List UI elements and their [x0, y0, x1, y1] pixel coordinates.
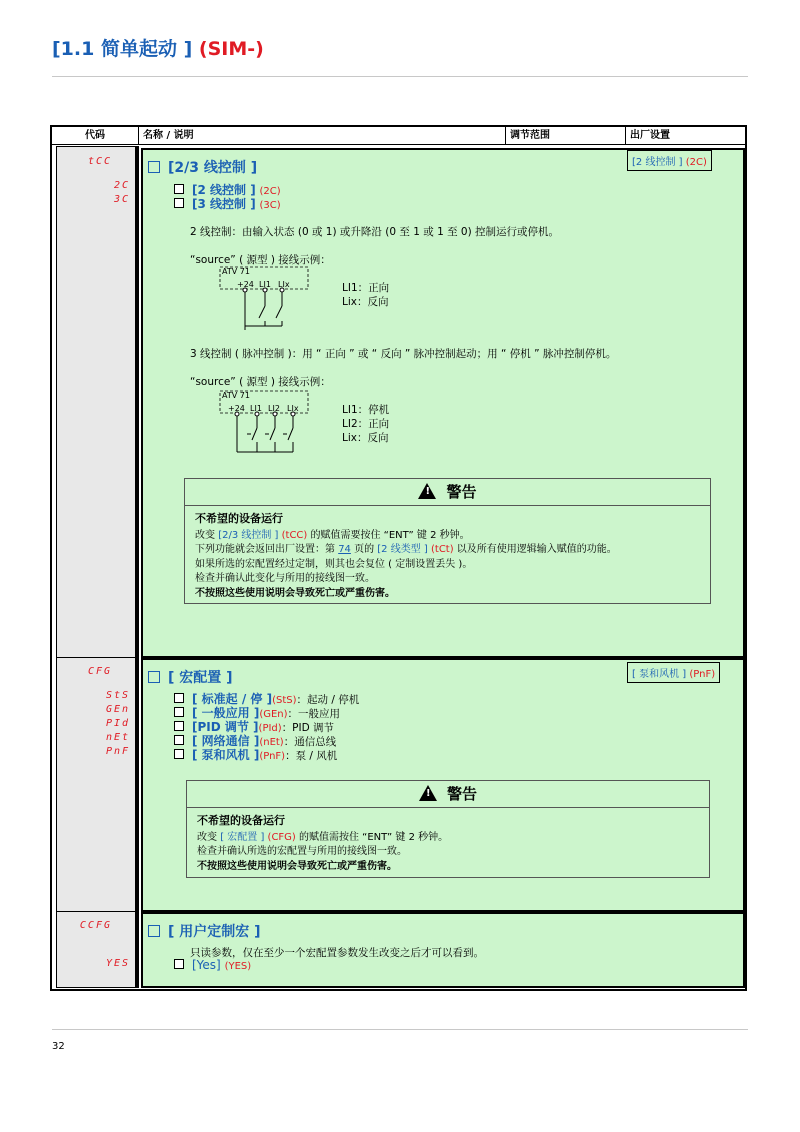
tcc-source-example-1: “source” ( 源型 ) 接线示例：	[190, 254, 331, 266]
checkbox-icon	[148, 671, 160, 683]
warning-line-1: 改变 [2/3 线控制 ] (tCC) 的赋值需要按住 “ENT” 键 2 秒钟。	[195, 529, 470, 541]
checkbox-icon	[174, 198, 184, 208]
diagram1-legend-2: Lix：反向	[342, 296, 389, 308]
tcc-option-2c[interactable]: [2 线控制 ] (2C)	[174, 181, 281, 198]
warning-line-2: 检查并确认所选的宏配置与所用的接线图一致。	[197, 846, 407, 857]
tcc-desc-2wire: 2 线控制：由输入状态 (0 或 1) 或升降沿 (0 至 1 或 1 至 0) 控制运行或停机。	[190, 226, 560, 238]
warning-header: ! 警告	[187, 781, 709, 808]
diagram2-terminal-li2: LI2	[268, 404, 280, 413]
cfg-title: [ 宏配置 ]	[148, 667, 233, 687]
checkbox-icon	[174, 735, 184, 745]
warning-line-3: 不按照这些使用说明会导致死亡或严重伤害。	[197, 860, 397, 872]
warning-heading: 不希望的设备运行	[195, 512, 283, 525]
code-column	[56, 146, 136, 988]
tcc-option-3c[interactable]: [3 线控制 ] (3C)	[174, 195, 281, 212]
page-title: [1.1 简单起动 ] (SIM-)	[52, 38, 264, 60]
diagram2-device: ATV 71	[222, 391, 250, 400]
diagram2-legend-1: LI1：停机	[342, 404, 390, 416]
checkbox-icon	[148, 925, 160, 937]
code-pnf: PnF	[105, 746, 130, 757]
checkbox-icon	[174, 721, 184, 731]
diagram1-terminal-lix: LIx	[278, 280, 290, 289]
tcc-factory-setting: [2 线控制 ] (2C)	[627, 150, 712, 171]
checkbox-icon	[148, 161, 160, 173]
code-gen: GEn	[105, 704, 130, 715]
code-sts: StS	[105, 690, 130, 701]
cfg-warning-box	[186, 780, 710, 878]
code-net: nEt	[105, 732, 130, 743]
warning-line-1: 改变 [ 宏配置 ] (CFG) 的赋值需按住 “ENT” 键 2 秒钟。	[197, 831, 449, 843]
tcc-title: [2/3 线控制 ]	[148, 157, 257, 177]
code-yes: YES	[105, 958, 130, 969]
page-number: 32	[52, 1041, 65, 1052]
header-code: 代码	[85, 130, 105, 141]
warning-icon: !	[418, 483, 436, 499]
diagram2-terminal-lix: LIx	[287, 404, 299, 413]
code-cfg: CFG	[87, 666, 112, 677]
cfg-factory-setting: [ 泵和风机 ] (PnF)	[627, 662, 720, 683]
diagram1-legend-1: LI1：正向	[342, 282, 390, 294]
cfg-option-pnf[interactable]: [ 泵和风机 ](PnF)：泵 / 风机	[174, 746, 337, 763]
cfg-option-gen[interactable]: [ 一般应用 ](GEn)：一般应用	[174, 704, 340, 721]
code-3c: 3C	[113, 194, 130, 205]
diagram2-terminal-24: +24	[228, 404, 245, 413]
warning-line-5: 不按照这些使用说明会导致死亡或严重伤害。	[195, 587, 395, 599]
top-divider	[52, 76, 748, 77]
checkbox-icon	[174, 959, 184, 969]
bottom-divider	[52, 1029, 748, 1030]
tcc-desc-3wire: 3 线控制 ( 脉冲控制 )：用 “ 正向 ” 或 “ 反向 ” 脉冲控制起动；用 “ 停机 ” 脉冲控制停机。	[190, 348, 617, 360]
diagram1-terminal-24: +24	[237, 280, 254, 289]
diagram2-legend-3: Lix：反向	[342, 432, 389, 444]
page-link[interactable]: 74	[338, 544, 351, 555]
warning-icon: !	[419, 785, 437, 801]
warning-heading: 不希望的设备运行	[197, 814, 285, 827]
ccfg-option-yes[interactable]: [Yes] (YES)	[174, 958, 251, 972]
warning-line-4: 检查并确认此变化与所用的接线图一致。	[195, 573, 375, 584]
code-pid: PId	[105, 718, 130, 729]
warning-line-3: 如果所选的宏配置经过定制，则其也会复位 ( 定制设置丢失 )。	[195, 558, 473, 570]
diagram1-device: ATV 71	[222, 267, 250, 276]
tcc-warning-box	[184, 478, 711, 604]
cfg-option-pid[interactable]: [PID 调节 ](PId)：PID 调节	[174, 718, 334, 735]
code-tcc: tCC	[87, 156, 112, 167]
diagram2-legend-2: LI2：正向	[342, 418, 390, 430]
tcc-source-example-2: “source” ( 源型 ) 接线示例：	[190, 376, 331, 388]
ccfg-title: [ 用户定制宏 ]	[148, 921, 261, 941]
header-name: 名称 / 说明	[143, 130, 194, 141]
header-factory: 出厂设置	[630, 130, 670, 141]
diagram1-terminal-li1: LI1	[259, 280, 271, 289]
warning-header: ! 警告	[185, 479, 710, 506]
code-ccfg: CCFG	[79, 920, 112, 931]
header-range: 调节范围	[510, 130, 550, 141]
cfg-option-net[interactable]: [ 网络通信 ](nEt)：通信总线	[174, 732, 336, 749]
cfg-option-sts[interactable]: [ 标准起 / 停 ](StS)：起动 / 停机	[174, 690, 359, 707]
diagram2-terminal-li1: LI1	[250, 404, 262, 413]
warning-line-2: 下列功能就会返回出厂设置：第 74 页的 [2 线类型 ] (tCt) 以及所有使用逻辑输入赋值的功能。	[195, 544, 617, 555]
checkbox-icon	[174, 184, 184, 194]
checkbox-icon	[174, 693, 184, 703]
code-2c: 2C	[113, 180, 130, 191]
checkbox-icon	[174, 749, 184, 759]
ccfg-desc: 只读参数，仅在至少一个宏配置参数发生改变之后才可以看到。	[190, 947, 484, 959]
checkbox-icon	[174, 707, 184, 717]
